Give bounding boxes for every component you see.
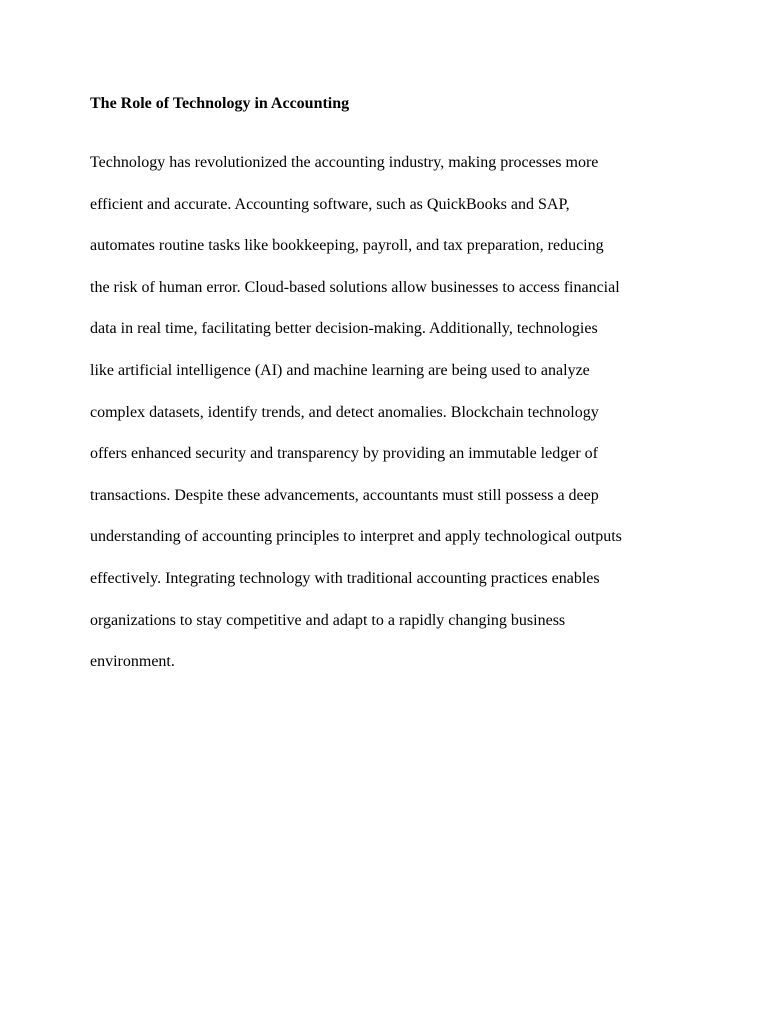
paragraph-line: understanding of accounting principles to interpret and apply technological outputs [90,528,622,546]
paragraph-line: Technology has revolutionized the accounting industry, making processes more [90,154,599,171]
paragraph-line: environment. [90,653,175,671]
paragraph-line: data in real time, facilitating better decision-making. Additionally, technologies [90,320,598,338]
paragraph-line: effectively. Integrating technology with traditional accounting practices enables [90,569,600,587]
paragraph-line: the risk of human error. Cloud-based solutions allow businesses to access financial [90,278,620,296]
paragraph-line: organizations to stay competitive and adapt to a rapidly changing business [90,611,566,629]
paragraph-line: complex datasets, identify trends, and detect anomalies. Blockchain technology [90,403,599,421]
paragraph-line: efficient and accurate. Accounting software, such as QuickBooks and SAP, [90,195,570,213]
paragraph-line: offers enhanced security and transparency by providing an immutable ledger of [90,445,598,463]
body-paragraph [90,150,622,691]
paragraph-line: like artificial intelligence (AI) and machine learning are being used to analyze [90,361,590,379]
paragraph-line: transactions. Despite these advancements, accountants must still possess a deep [90,486,599,504]
paragraph-line: automates routine tasks like bookkeeping, payroll, and tax preparation, reducing [90,237,604,255]
document-title: The Role of Technology in Accounting [90,95,350,112]
